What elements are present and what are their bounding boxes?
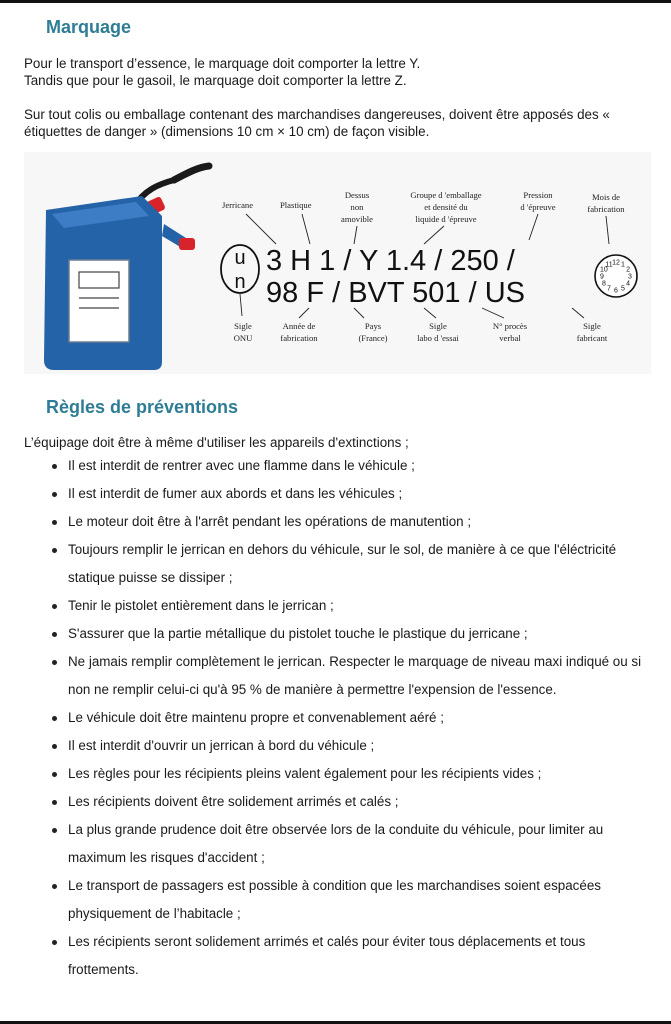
marking-code-line-2: 98 F / BVT 501 / US — [266, 277, 525, 309]
label-mois-2: fabrication — [587, 204, 625, 214]
label-jerricane: Jerricane — [222, 200, 254, 210]
dial-number: 12 — [612, 259, 620, 267]
paragraph-fuel-marking — [24, 55, 654, 89]
dial-number: 6 — [614, 287, 618, 295]
rule-list-item: La plus grande prudence doit être observée lors de la conduite du véhicule, pour limiter au maximum les risques d'accident ; — [0, 816, 671, 872]
rule-list-item: Il est interdit de fumer aux abords et dans les véhicules ; — [0, 480, 671, 508]
label-labo-1: Sigle — [429, 321, 447, 331]
rules-list — [0, 452, 671, 984]
paragraph-line-gasoil: Tandis que pour le gasoil, le marquage doit comporter la lettre Z. — [24, 73, 407, 88]
label-annee-1: Année de — [282, 321, 316, 331]
section-title-regles: Règles de préventions — [46, 397, 239, 417]
vent-cap-red — [179, 238, 195, 250]
rule-list-item: Les règles pour les récipients pleins valent également pour les récipients vides ; — [0, 760, 671, 788]
nozzle-hose — [174, 166, 209, 180]
rule-list-item: Le transport de passagers est possible à condition que les marchandises soient espacées physiquement de l’habitacle ; — [0, 872, 671, 928]
rule-list-item: Il est interdit d'ouvrir un jerrican à bord du véhicule ; — [0, 732, 671, 760]
label-groupe-1: Groupe d 'emballage — [410, 190, 482, 200]
un-letter-n: n — [234, 271, 246, 293]
dial-number: 5 — [621, 285, 625, 293]
rule-list-item: Tenir le pistolet entièrement dans le jerrican ; — [0, 592, 671, 620]
paragraph-line-essence: Pour le transport d’essence, le marquage doit comporter la lettre Y. — [24, 56, 421, 71]
label-mois-1: Mois de — [592, 192, 620, 202]
label-sigle-onu-1: Sigle — [234, 321, 252, 331]
marking-code-line-1: 3 H 1 / Y 1.4 / 250 / — [266, 245, 515, 277]
dial-number: 1 — [621, 261, 625, 269]
label-dessus-2: non — [350, 202, 364, 212]
label-annee-2: fabrication — [280, 333, 318, 343]
dial-number: 10 — [600, 266, 608, 274]
dial-number: 11 — [605, 261, 613, 269]
label-groupe-3: liquide d 'épreuve — [415, 214, 477, 224]
label-pression-2: d 'épreuve — [520, 202, 556, 212]
label-pression-1: Pression — [523, 190, 553, 200]
label-proces-1: N° procès — [492, 321, 528, 331]
dial-number: 2 — [626, 266, 631, 274]
label-proces-2: verbal — [499, 333, 521, 343]
dial-number: 9 — [600, 273, 604, 281]
top-border — [0, 0, 671, 3]
label-pays-2: (France) — [358, 333, 388, 343]
label-pays-1: Pays — [364, 321, 382, 331]
label-fabricant-1: Sigle — [583, 321, 601, 331]
rule-list-item: Ne jamais remplir complètement le jerrican. Respecter le marquage de niveau maxi indiqué ou si non ne remplir celui-ci qu'à 95 % de manière à permettre l'expension de l'essence. — [0, 648, 671, 704]
rule-list-item: Le moteur doit être à l'arrêt pendant les opérations de manutention ; — [0, 508, 671, 536]
marking-diagram — [24, 152, 651, 374]
label-groupe-2: et densité du — [424, 202, 468, 212]
label-dessus-1: Dessus — [344, 190, 370, 200]
un-letter-u: u — [234, 247, 246, 269]
un-symbol — [221, 245, 259, 293]
section-title-marquage: Marquage — [46, 17, 132, 37]
marking-figure — [24, 152, 651, 374]
rule-list-item: Il est interdit de rentrer avec une flamme dans le véhicule ; — [0, 452, 671, 480]
month-dial — [595, 255, 637, 297]
rule-list-item: Les récipients seront solidement arrimés et calés pour éviter tous déplacements et tous frottements. — [0, 928, 671, 984]
dial-number: 3 — [628, 273, 632, 281]
paragraph-danger-labels: Sur tout colis ou emballage contenant des marchandises dangereuses, doivent être apposés des « étiquettes de danger » (dimensions 10 cm × 10 cm) de façon visible. — [24, 107, 610, 139]
dial-number: 8 — [601, 280, 606, 288]
label-dessus-3: amovible — [341, 214, 373, 224]
dial-number: 7 — [607, 285, 611, 293]
rule-list-item: Toujours remplir le jerrican en dehors du véhicule, sur le sol, de manière à ce que l'éléctricité statique puisse se dissiper ; — [0, 536, 671, 592]
jerrican-illustration — [44, 166, 209, 370]
rules-intro: L’équipage doit être à même d'utiliser les appareils d'extinctions ; — [24, 435, 409, 450]
rule-list-item: S'assurer que la partie métallique du pistolet touche le plastique du jerricane ; — [0, 620, 671, 648]
rule-list-item: Le véhicule doit être maintenu propre et convenablement aéré ; — [0, 704, 671, 732]
label-plastique: Plastique — [280, 200, 312, 210]
label-sigle-onu-2: ONU — [233, 333, 253, 343]
rule-list-item: Les récipients doivent être solidement arrimés et calés ; — [0, 788, 671, 816]
label-fabricant-2: fabricant — [576, 333, 608, 343]
label-labo-2: labo d 'essai — [417, 333, 459, 343]
dial-number: 4 — [626, 280, 631, 288]
